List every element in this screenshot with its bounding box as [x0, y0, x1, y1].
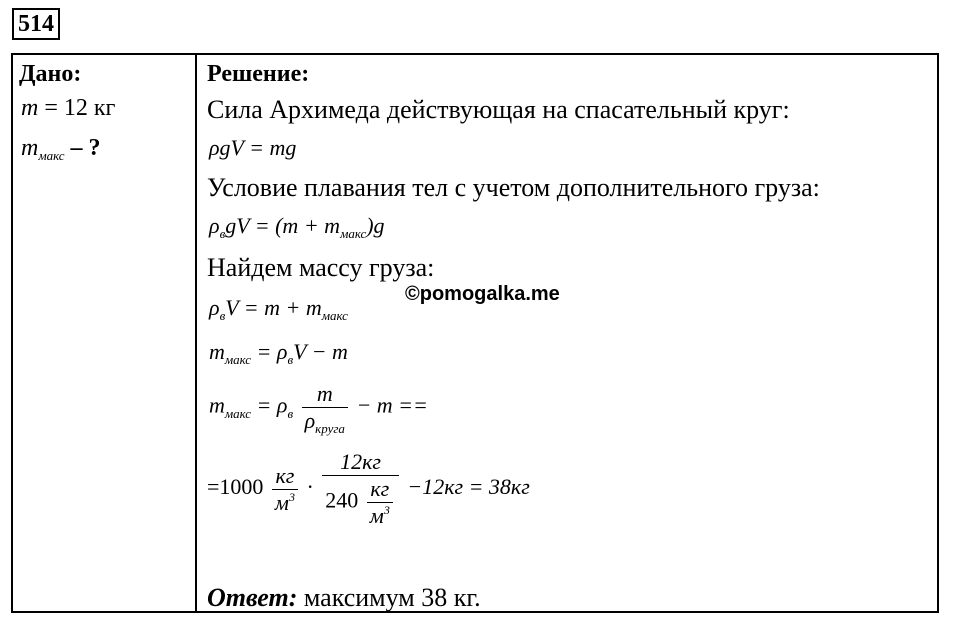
solution-column [197, 55, 937, 611]
solution-line-1: Сила Архимеда действующая на спасательный круг: [207, 95, 790, 124]
equation-6: =1000 $\frac{кг}{м^3}$ · 12кг 240 $\frac{кг}{м^3}$ −12кг = 38кг [207, 449, 530, 528]
given-mmax-query: – ? [70, 135, 101, 161]
equation-6-inner-fraction: $\frac{кг}{м^3}$ [367, 476, 393, 529]
given-m-symbol: m [21, 95, 39, 121]
solution-table [11, 53, 939, 613]
given-m-value: = 12 кг [44, 95, 116, 121]
given-mass [21, 95, 115, 122]
equation-5-fraction: $\frac{m}{\rho_{круга}}$ [302, 381, 348, 434]
equation-5: $m_{макс} = \rho_в$ $\frac{m}{\rho_{круга}}$ − m == [209, 381, 428, 436]
watermark: ©pomogalka.me [405, 283, 560, 305]
solution-title: Решение: [207, 61, 310, 87]
equation-6-fraction-1: $\frac{кг}{м^3}$ [272, 463, 298, 516]
equation-3: $\rho_вV = m + m_{макс}$ [209, 295, 348, 323]
given-title: Дано: [19, 61, 82, 87]
solution-line-3: Найдем массу груза: [207, 253, 435, 282]
given-mmax-symbol: m [21, 135, 39, 161]
equation-6-fraction-2: 12кг 240 $\frac{кг}{м^3}$ [322, 449, 399, 529]
equation-4: $m_{макс} = \rho_вV - m$ [209, 339, 348, 367]
given-unknown [21, 135, 101, 162]
answer-label: Ответ: [207, 583, 298, 612]
solution-line-2: Условие плавания тел с учетом дополнительного груза: [207, 173, 820, 202]
given-column [13, 55, 197, 611]
problem-number: 514 [12, 8, 60, 40]
answer [207, 583, 481, 613]
equation-2: $\rho_вgV = (m + m_{макс})g$ [209, 213, 385, 241]
equation-1: ρgV = mg [209, 135, 297, 160]
answer-text: максимум 38 кг. [303, 583, 481, 612]
given-mmax-sub: макс [38, 148, 65, 163]
